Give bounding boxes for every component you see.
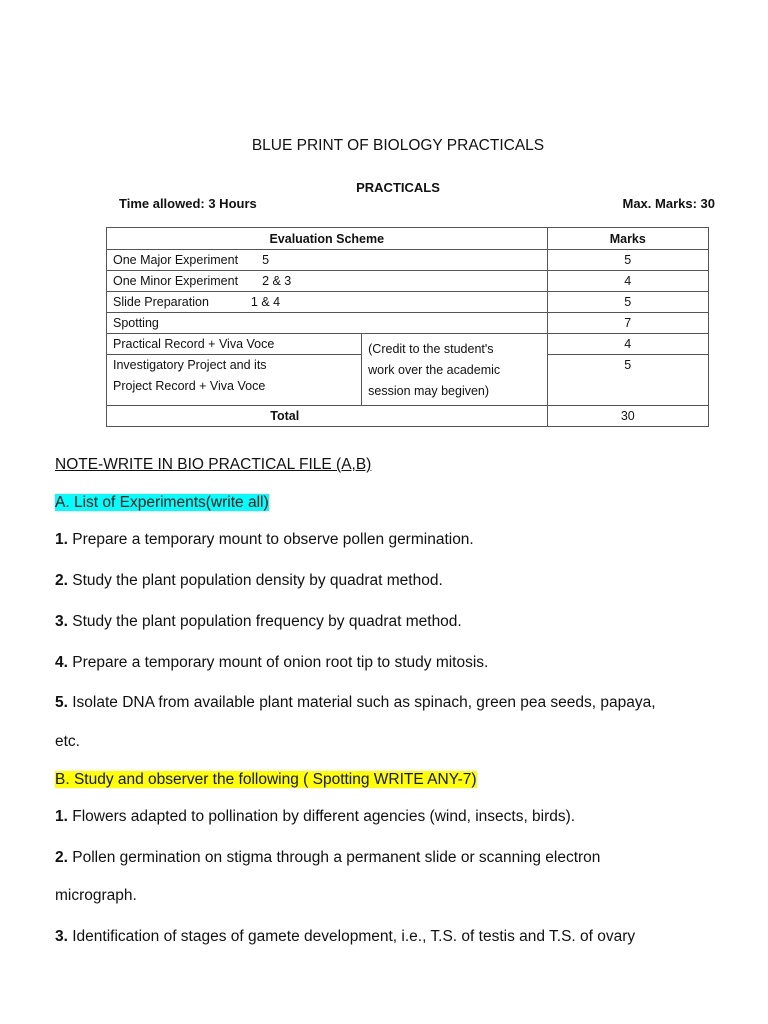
- row-item-label: One Major Experiment: [113, 253, 239, 267]
- item-text: Prepare a temporary mount to observe pollen germination.: [67, 531, 474, 548]
- max-marks: Max. Marks: 30: [622, 196, 715, 211]
- table-row: [107, 292, 709, 313]
- row-item-line: Investigatory Project and its: [113, 358, 267, 372]
- row-item-code: 5: [262, 253, 270, 267]
- item-number: 3.: [55, 613, 68, 630]
- item-text: Study the plant population frequency by quadrat method.: [67, 613, 462, 630]
- item-number: 1.: [55, 531, 68, 548]
- row-item: [107, 313, 548, 334]
- list-item: [55, 531, 474, 549]
- list-item: [55, 928, 635, 946]
- row-item-label: Slide Preparation: [113, 295, 209, 309]
- section-b-heading: [55, 771, 477, 789]
- row-item: [107, 250, 548, 271]
- total-label: Total: [107, 406, 548, 427]
- row-item: [107, 271, 548, 292]
- credit-line: session may begiven): [368, 384, 490, 398]
- list-item: [55, 849, 600, 867]
- table-row: [107, 250, 709, 271]
- list-item-continuation: micrograph.: [55, 887, 137, 904]
- row-marks: 5: [547, 355, 708, 406]
- item-number: 2.: [55, 849, 68, 866]
- credit-line: work over the academic: [368, 363, 501, 377]
- table-row: [107, 271, 709, 292]
- item-number: 4.: [55, 654, 68, 671]
- list-item: [55, 654, 488, 672]
- item-text: Study the plant population density by quadrat method.: [67, 572, 443, 589]
- row-item-code: 1 & 4: [250, 295, 281, 309]
- list-item: [55, 613, 462, 631]
- section-a-heading: [55, 494, 269, 512]
- time-allowed: Time allowed: 3 Hours: [119, 196, 257, 211]
- row-marks: 7: [547, 313, 708, 334]
- credit-note: [362, 334, 547, 406]
- item-text: Flowers adapted to pollination by different agencies (wind, insects, birds).: [67, 808, 576, 825]
- item-number: 3.: [55, 928, 68, 945]
- table-total-row: [107, 406, 709, 427]
- row-item-label: Spotting: [113, 316, 159, 330]
- row-marks: 5: [547, 250, 708, 271]
- list-item: [55, 572, 443, 590]
- row-item-label: One Minor Experiment: [113, 274, 239, 288]
- row-item-code: 2 & 3: [262, 274, 292, 288]
- table-row: [107, 334, 709, 355]
- section-a-heading-text: A. List of Experiments(write all): [55, 494, 269, 511]
- row-item: [107, 292, 548, 313]
- row-item: Practical Record + Viva Voce: [107, 334, 362, 355]
- row-item-line: Project Record + Viva Voce: [113, 379, 266, 393]
- evaluation-table: [106, 227, 709, 427]
- item-number: 1.: [55, 808, 68, 825]
- table-row: [107, 313, 709, 334]
- row-item: [107, 355, 362, 406]
- item-number: 2.: [55, 572, 68, 589]
- item-text: Pollen germination on stigma through a permanent slide or scanning electron: [67, 849, 601, 866]
- row-marks: 4: [547, 334, 708, 355]
- note-line: NOTE-WRITE IN BIO PRACTICAL FILE (A,B): [55, 456, 372, 473]
- item-text: Isolate DNA from available plant material such as spinach, green pea seeds, papaya,: [67, 694, 656, 711]
- list-item-continuation: etc.: [55, 733, 80, 750]
- item-number: 5.: [55, 694, 68, 711]
- document-title: BLUE PRINT OF BIOLOGY PRACTICALS: [251, 137, 545, 154]
- header-marks: Marks: [547, 228, 708, 250]
- section-b-heading-text: B. Study and observer the following ( Spotting WRITE ANY-7): [55, 771, 477, 788]
- credit-line: (Credit to the student's: [368, 342, 494, 356]
- list-item: [55, 694, 656, 712]
- item-text: Prepare a temporary mount of onion root tip to study mitosis.: [67, 654, 489, 671]
- row-marks: 5: [547, 292, 708, 313]
- header-evaluation-scheme: Evaluation Scheme: [107, 228, 548, 250]
- row-marks: 4: [547, 271, 708, 292]
- table-header-row: [107, 228, 709, 250]
- practicals-heading: PRACTICALS: [356, 180, 440, 195]
- total-marks: 30: [547, 406, 708, 427]
- list-item: [55, 808, 575, 826]
- item-text: Identification of stages of gamete development, i.e., T.S. of testis and T.S. of ovary: [67, 928, 636, 945]
